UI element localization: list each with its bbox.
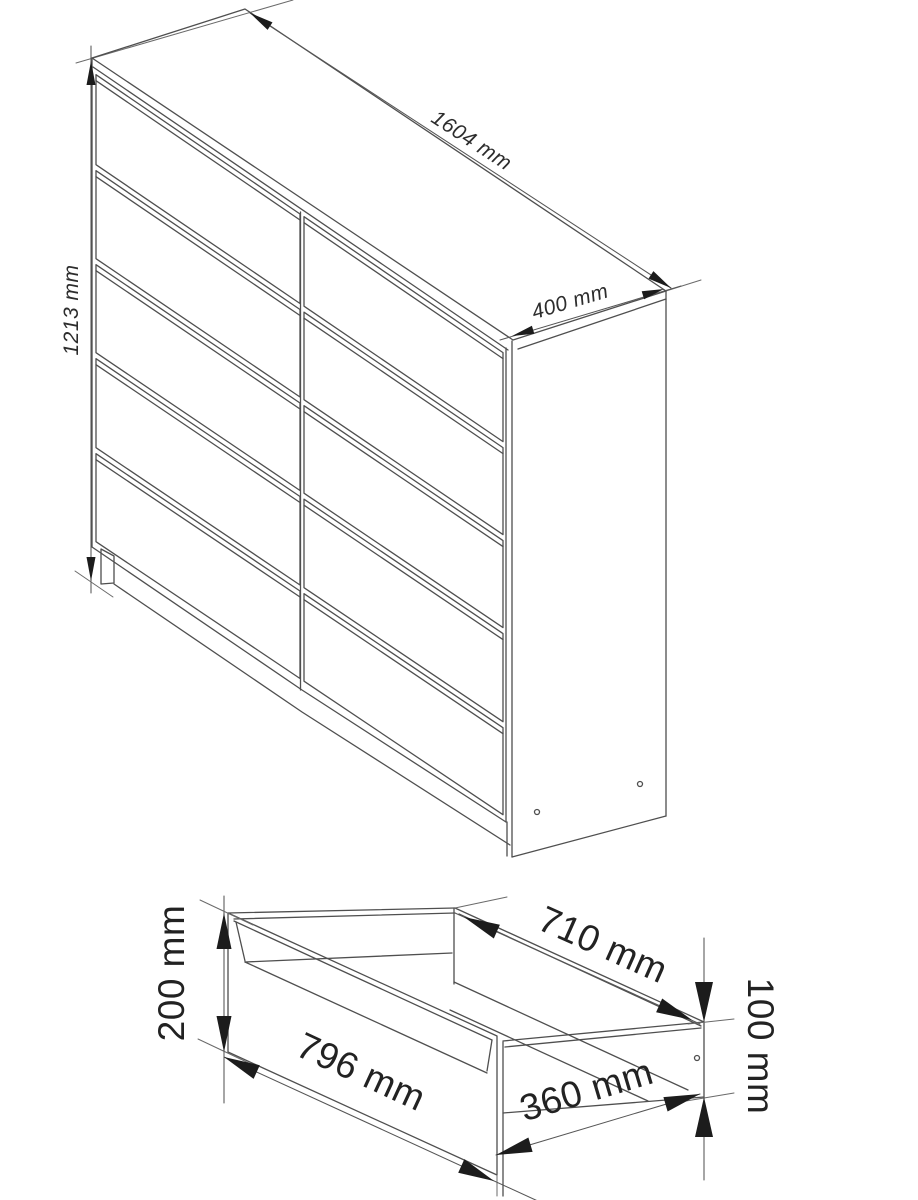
drawer-front-inner-top-edge (234, 921, 492, 1040)
drawer-front (96, 454, 300, 679)
dimension-arrowhead (695, 1097, 713, 1137)
drawer-front-panel (228, 913, 497, 1175)
cabinet-dimension-width (250, 13, 671, 288)
cabinet-dimension-depth (500, 279, 681, 340)
drawer-dimension-top-depth (455, 898, 700, 1024)
cabinet-body (92, 9, 666, 857)
dimension-arrowhead (87, 557, 96, 581)
drawer-dimension-bottom-depth (496, 1051, 700, 1155)
dimension-arrowhead (217, 1016, 232, 1052)
cabinet-depth-label: 400 mm (529, 279, 612, 325)
drawer-dimension-side-height (686, 938, 781, 1180)
drawer-left-side-top-edge (228, 908, 455, 913)
cabinet-side-hole-front (535, 810, 540, 815)
dimension-arrowhead (663, 1094, 700, 1112)
drawer-front-height-label: 200 mm (151, 904, 192, 1042)
drawer-front-width-label: 796 mm (290, 1024, 432, 1119)
cabinet-floor-line (114, 584, 510, 845)
cabinet-side-bottom-edge (512, 816, 666, 857)
dimension-arrowhead (217, 913, 232, 949)
dimension-arrowhead (649, 271, 672, 288)
drawer-front (304, 499, 503, 722)
dimension-arrowhead (458, 1159, 494, 1181)
drawer-front (96, 265, 300, 491)
drawer-front (304, 312, 503, 534)
cabinet-drawer-fronts (96, 75, 503, 815)
drawer-top-depth-label: 710 mm (532, 898, 674, 992)
dimension-arrowhead (656, 999, 692, 1021)
cabinet-figure (60, 0, 701, 857)
drawer-front (304, 217, 503, 442)
drawer-front-groove (96, 271, 300, 409)
dimension-arrowhead (496, 1138, 533, 1156)
drawer-front-groove (96, 81, 300, 220)
drawer-front (96, 75, 300, 304)
dimension-arrowhead (250, 13, 273, 30)
drawer-front (96, 171, 300, 397)
dimension-arrowhead (642, 289, 664, 299)
drawer-front-groove (96, 177, 300, 316)
drawer-front-groove (304, 412, 503, 547)
cabinet-width-label: 1604 mm (427, 106, 516, 176)
drawer-figure (151, 896, 781, 1200)
cabinet-height-label: 1213 mm (60, 264, 83, 356)
drawer-side-height-label: 100 mm (740, 977, 781, 1115)
extension-line-top-left (76, 0, 293, 63)
drawer-front (96, 359, 300, 585)
cabinet-dimension-height (60, 46, 113, 597)
drawer-front (304, 594, 503, 815)
drawer-extension-line-rear-left (455, 897, 507, 908)
cabinet-side-hole-rear (638, 782, 643, 787)
drawer-right-side-top-edge (503, 1022, 704, 1041)
dimension-arrowhead (695, 982, 713, 1022)
drawer-front-groove (96, 460, 300, 597)
drawer-front-groove (96, 365, 300, 503)
dimension-arrowhead (87, 61, 96, 85)
drawer-front (304, 406, 503, 628)
drawer-side-hole (695, 1056, 700, 1061)
drawer-left-side-top-inner-edge (234, 913, 455, 919)
drawer-bottom-depth-label: 360 mm (515, 1050, 658, 1130)
